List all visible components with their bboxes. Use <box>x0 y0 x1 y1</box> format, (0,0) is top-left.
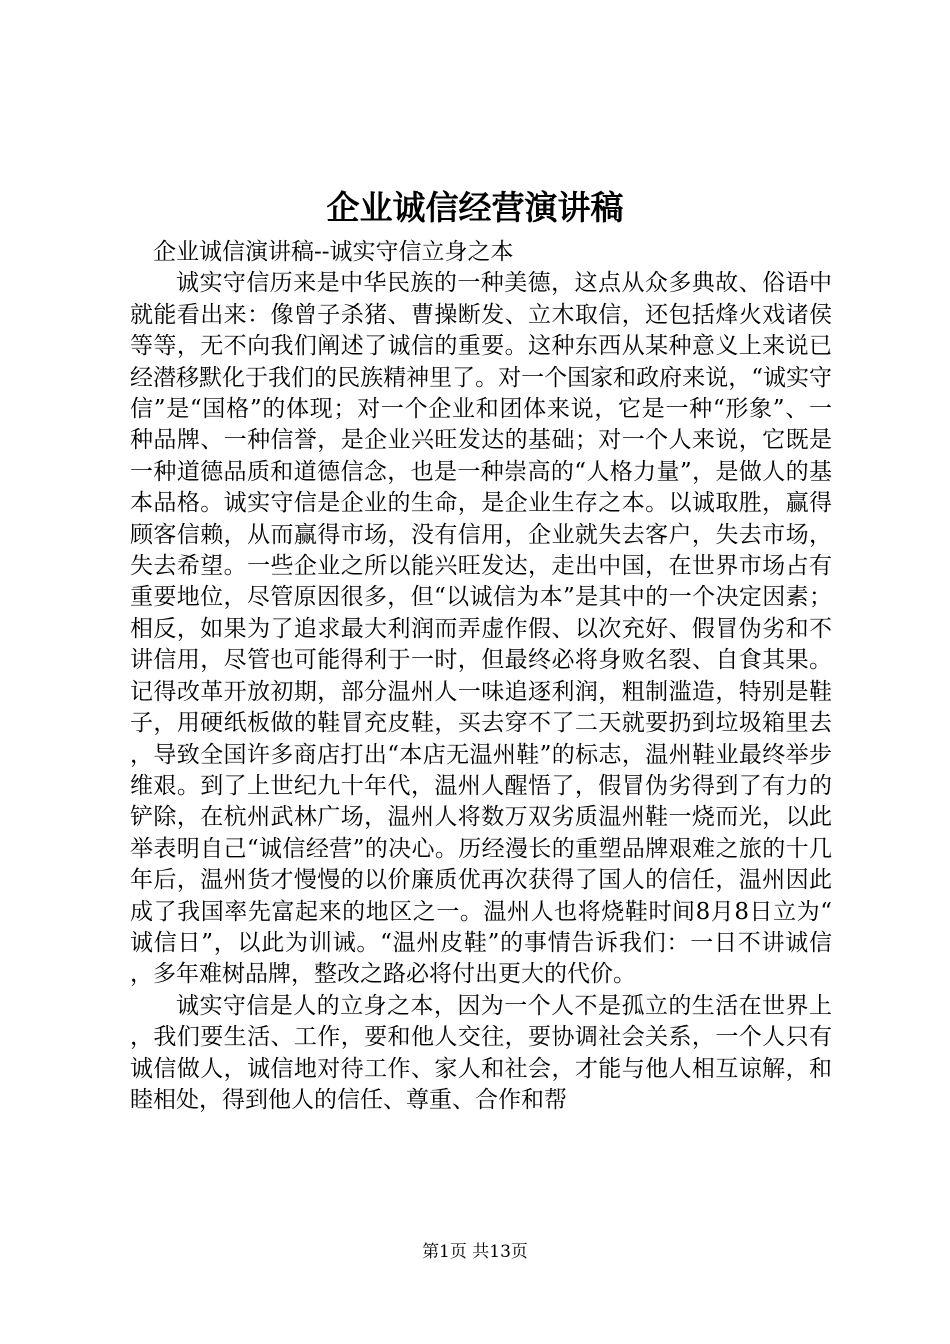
page-footer <box>0 1241 950 1263</box>
page-number-label: 第1页 共13页 <box>422 1242 528 1262</box>
body-paragraph-2: 诚实守信是人的立身之本，因为一个人不是孤立的生活在世界上，我们要生活、工作，要和他人交往，要协调社会关系，一个人只有诚信做人，诚信地对待工作、家人和社会，才能与他人相互谅解，和睦相处，得到他人的信任、尊重、合作和帮 <box>130 992 832 1113</box>
body-paragraph-1: 诚实守信历来是中华民族的一种美德，这点从众多典故、俗语中就能看出来：像曾子杀猪、曹操断发、立木取信，还包括烽火戏诸侯等等，无不向我们阐述了诚信的重要。这种东西从某种意义上来说已经潜移默化于我们的民族精神里了。对一个国家和政府来说，“诚实守信”是“国格”的体现；对一个企业和团体来说，它是一种“形象”、一种品牌、一种信誉，是企业兴旺发达的基础；对一个人来说，它既是一种道德品质和道德信念，也是一种崇高的“人格力量”，是做人的基本品格。诚实守信是企业的生命，是企业生存之本。以诚取胜，赢得顾客信赖，从而赢得市场，没有信用，企业就失去客户，失去市场，失去希望。一些企业之所以能兴旺发达，走出中国，在世界市场占有重要地位，尽管原因很多，但“以诚信为本”是其中的一个决定因素；相反，如果为了追求最大利润而弄虚作假、以次充好、假冒伪劣和不讲信用，尽管也可能得利于一时，但最终必将身败名裂、自食其果。记得改革开放初期，部分温州人一味追逐利润，粗制滥造，特别是鞋子，用硬纸板做的鞋冒充皮鞋，买去穿不了二天就要扔到垃圾箱里去，导致全国许多商店打出“本店无温州鞋”的标志，温州鞋业最终举步维艰。到了上世纪九十年代，温州人醒悟了，假冒伪劣得到了有力的铲除，在杭州武林广场，温州人将数万双劣质温州鞋一烧而光，以此举表明自己“诚信经营”的决心。历经漫长的重塑品牌艰难之旅的十几年后，温州货才慢慢的以价廉质优再次获得了国人的信任，温州因此成了我国率先富起来的地区之一。温州人也将烧鞋时间8月8日立为“诚信日”，以此为训诫。“温州皮鞋”的事情告诉我们：一日不讲诚信，多年难树品牌，整改之路必将付出更大的代价。 <box>130 270 832 988</box>
document-body <box>130 237 832 1116</box>
document-subtitle: 企业诚信演讲稿--诚实守信立身之本 <box>153 239 514 265</box>
document-title: 企业诚信经营演讲稿 <box>326 188 624 227</box>
